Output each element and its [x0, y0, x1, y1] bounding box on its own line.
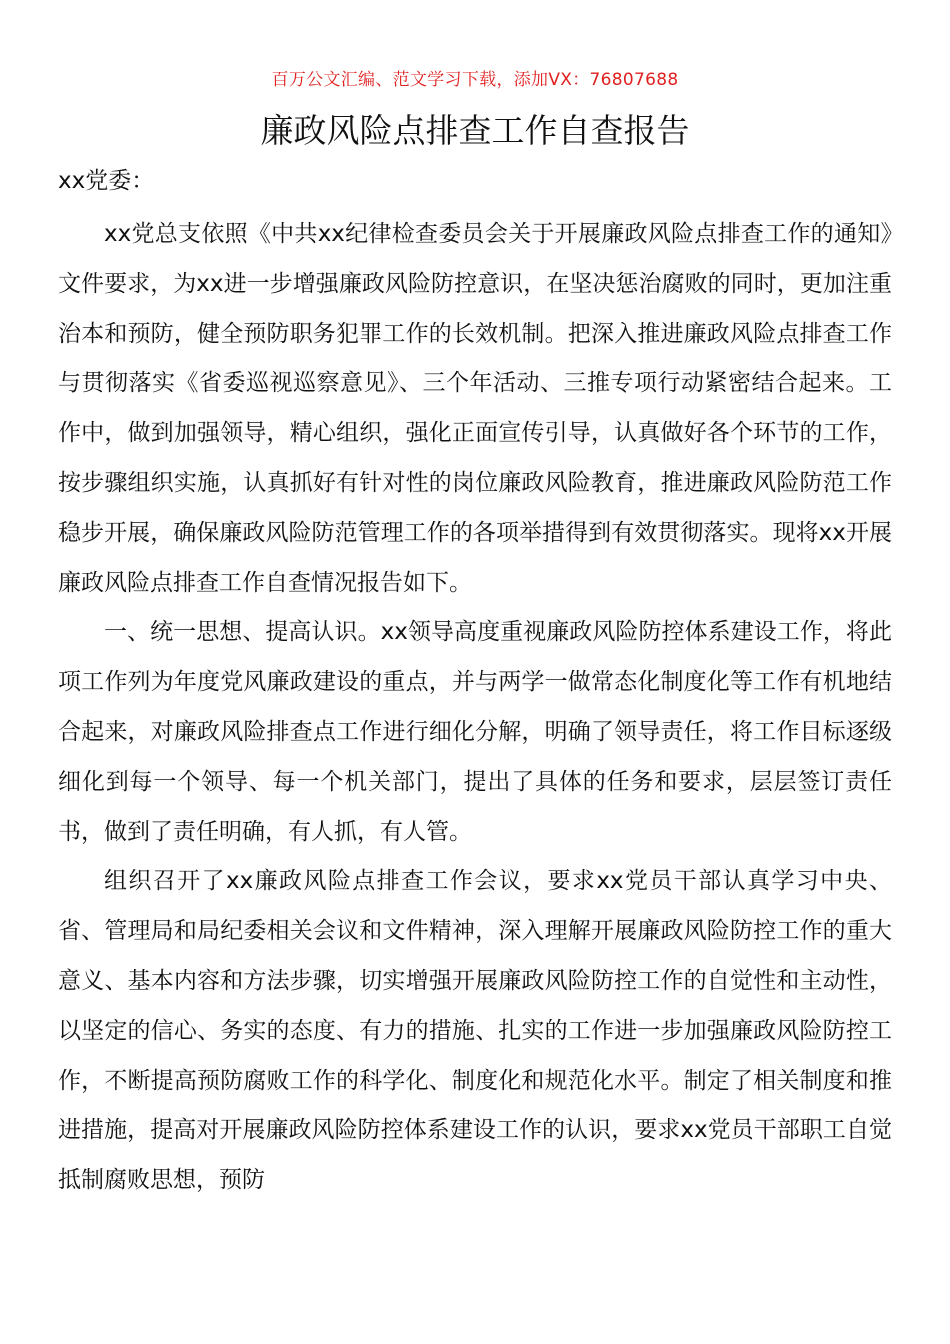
- document-title: 廉政风险点排查工作自查报告: [260, 111, 690, 150]
- document-body: [58, 210, 892, 1206]
- paragraph-meeting: 组织召开了xx廉政风险点排查工作会议，要求xx党员干部认真学习中央、省、管理局和局纪委相关会议和文件精神，深入理解开展廉政风险防控工作的重大意义、基本内容和方法步骤，切实增强开展廉政风险防控工作的自觉性和主动性，以坚定的信心、务实的态度、有力的措施、扎实的工作进一步加强廉政风险防控工作，不断提高预防腐败工作的科学化、制度化和规范化水平。制定了相关制度和推进措施，提高对开展廉政风险防控体系建设工作的认识，要求xx党员干部职工自觉抵制腐败思想，预防: [58, 868, 892, 1194]
- paragraph-section-one: 一、统一思想、提高认识。xx领导高度重视廉政风险防控体系建设工作，将此项工作列为年度党风廉政建设的重点，并与两学一做常态化制度化等工作有机地结合起来，对廉政风险排查点工作进行细化分解，明确了领导责任，将工作目标逐级细化到每一个领导、每一个机关部门，提出了具体的任务和要求，层层签订责任书，做到了责任明确，有人抓，有人管。: [58, 619, 892, 845]
- paragraph-intro: xx党总支依照《中共xx纪律检查委员会关于开展廉政风险点排查工作的通知》文件要求，为xx进一步增强廉政风险防控意识，在坚决惩治腐败的同时，更加注重治本和预防，健全预防职务犯罪工作的长效机制。把深入推进廉政风险点排查工作与贯彻落实《省委巡视巡察意见》、三个年活动、三推专项行动紧密结合起来。工作中，做到加强领导，精心组织，强化正面宣传引导，认真做好各个环节的工作，按步骤组织实施，认真抓好有针对性的岗位廉政风险教育，推进廉政风险防范工作稳步开展，确保廉政风险防范管理工作的各项举措得到有效贯彻落实。现将xx开展廉政风险点排查工作自查情况报告如下。: [58, 221, 892, 596]
- salutation: xx党委：: [58, 168, 155, 194]
- watermark-header: 百万公文汇编、范文学习下载，添加VX：76807688: [271, 70, 679, 90]
